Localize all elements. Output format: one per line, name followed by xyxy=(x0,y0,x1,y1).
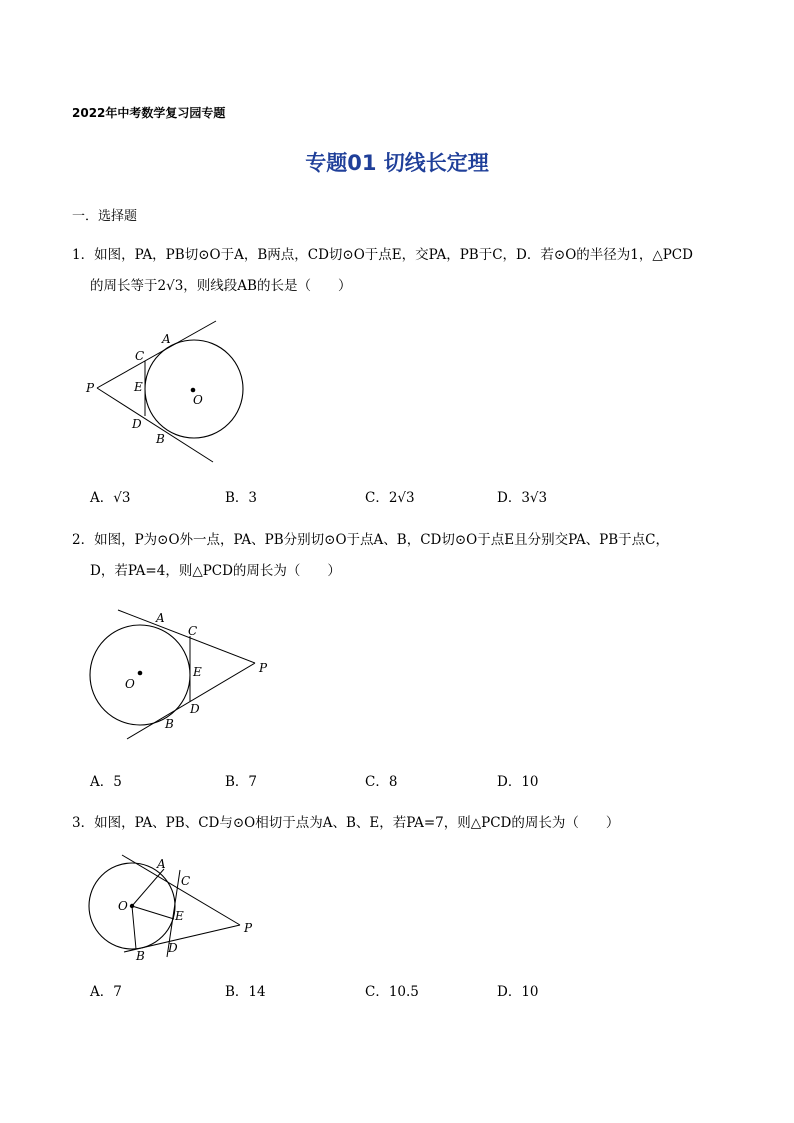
label-b: B xyxy=(136,949,145,963)
question-3-stem xyxy=(72,808,732,839)
page-title: 专题01 切线长定理 xyxy=(305,151,489,175)
label-c: C xyxy=(135,349,145,363)
label-o: O xyxy=(118,899,128,913)
question-2-option-d[interactable]: D．10 xyxy=(497,774,539,790)
label-d: D xyxy=(168,941,178,955)
question-1-stem xyxy=(72,240,732,302)
question-2-figure xyxy=(80,600,290,750)
question-3-stem-line-1: 如图，PA、PB、CD与⊙O相切于点为A、B、E，若PA=7，则△PCD的周长为（ ） xyxy=(94,815,620,831)
label-o: O xyxy=(125,677,135,691)
question-1-number: 1． xyxy=(72,247,95,263)
center-o-dot xyxy=(130,904,134,908)
question-1-option-b[interactable]: B．3 xyxy=(225,490,258,506)
label-e: E xyxy=(175,909,184,923)
tangent-pb xyxy=(127,663,255,739)
question-2-stem-line-2: D，若PA=4，则△PCD的周长为（ ） xyxy=(90,563,341,579)
question-1-figure xyxy=(80,312,280,472)
label-a: A xyxy=(162,332,171,346)
radius-oa xyxy=(132,869,164,906)
label-e: E xyxy=(193,665,202,679)
question-2-option-c[interactable]: C．8 xyxy=(365,774,398,790)
tangent-pb xyxy=(124,925,240,952)
series-label: 2022年中考数学复习园专题 xyxy=(72,106,226,120)
question-2-number: 2． xyxy=(72,532,95,548)
question-2-stem-line-1: 如图，P为⊙O外一点，PA、PB分别切⊙O于点A、B，CD切⊙O于点E且分别交PA、PB于点C， xyxy=(94,532,670,548)
label-a: A xyxy=(157,857,166,871)
label-c: C xyxy=(181,874,191,888)
question-3-option-d[interactable]: D．10 xyxy=(497,984,539,1000)
label-p: P xyxy=(86,381,95,395)
question-2-options xyxy=(90,770,710,790)
label-b: B xyxy=(165,717,174,731)
question-3-option-b[interactable]: B．14 xyxy=(225,984,266,1000)
label-b: B xyxy=(156,432,165,446)
question-3-option-c[interactable]: C．10.5 xyxy=(365,984,419,1000)
label-o: O xyxy=(193,393,203,407)
label-a: A xyxy=(156,611,165,625)
center-o-dot xyxy=(138,671,143,676)
question-2-option-b[interactable]: B．7 xyxy=(225,774,258,790)
question-1-option-c[interactable]: C．2√3 xyxy=(365,490,415,506)
tangent-pa xyxy=(97,321,216,388)
section-heading: 一．选择题 xyxy=(72,209,138,224)
radius-oe xyxy=(132,906,174,919)
tangent-pa xyxy=(118,610,255,663)
label-e: E xyxy=(134,380,143,394)
label-p: P xyxy=(244,921,253,935)
question-2-stem xyxy=(72,525,732,587)
label-d: D xyxy=(190,702,200,716)
question-2-option-a[interactable]: A．5 xyxy=(90,774,122,790)
question-1-option-a[interactable]: A．√3 xyxy=(90,490,131,506)
question-1-options xyxy=(90,486,710,506)
question-3-option-a[interactable]: A．7 xyxy=(90,984,122,1000)
question-3-options xyxy=(90,980,710,1000)
radius-ob xyxy=(132,906,136,949)
question-1-stem-line-1: 如图，PA，PB切⊙O于A，B两点，CD切⊙O于点E，交PA，PB于C，D．若⊙O的半径为1，△PCD xyxy=(94,247,693,263)
label-d: D xyxy=(132,417,142,431)
question-3-number: 3． xyxy=(72,815,95,831)
question-1-stem-line-2: 的周长等于2√3，则线段AB的长是（ ） xyxy=(90,278,352,294)
question-1-option-d[interactable]: D．3√3 xyxy=(497,490,548,506)
label-p: P xyxy=(259,661,268,675)
label-c: C xyxy=(188,624,198,638)
center-o-dot xyxy=(191,388,196,393)
question-3-figure xyxy=(80,848,280,968)
